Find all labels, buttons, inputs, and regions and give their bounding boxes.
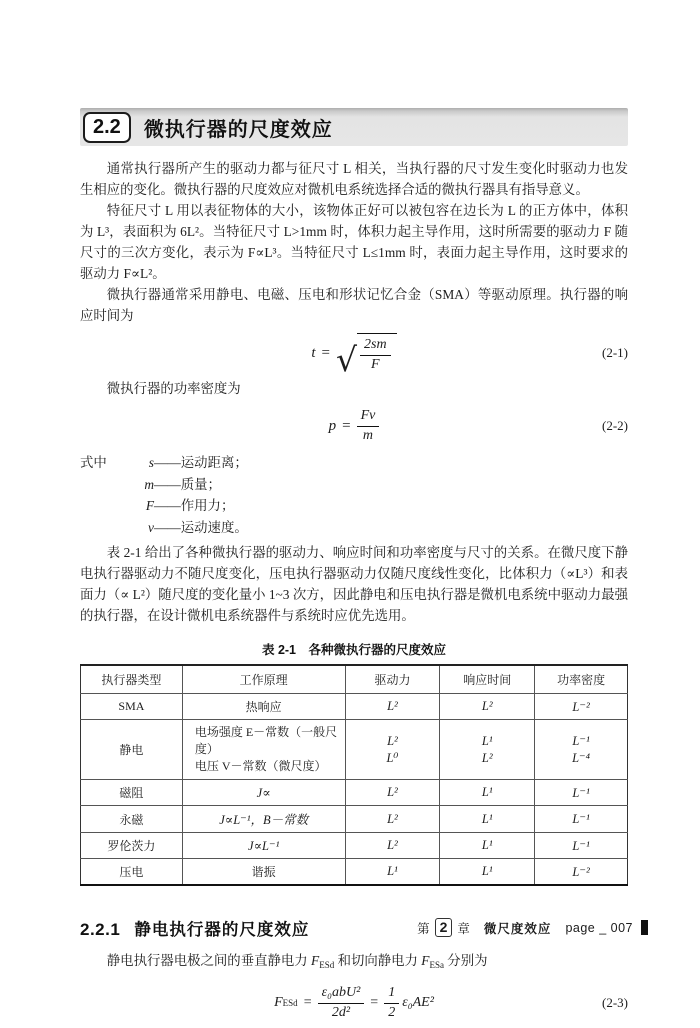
where-list	[80, 452, 628, 538]
where-item	[80, 474, 628, 496]
cell-type: 永磁	[81, 806, 183, 833]
cell-principle: 热响应	[182, 694, 345, 720]
eq1-lhs: t	[311, 344, 316, 361]
chapter-title: 微尺度效应	[483, 921, 552, 936]
where-item	[80, 495, 628, 517]
col-header-response-time: 响应时间	[440, 665, 535, 694]
table-row-lorentz	[81, 833, 628, 859]
cell-power: L⁻¹	[535, 833, 628, 859]
page-footer	[417, 918, 648, 937]
cell-force: L¹	[345, 859, 440, 886]
cell-power: L⁻¹	[535, 806, 628, 833]
cell-type: 压电	[81, 859, 183, 886]
paragraph-electrostatic-forces: 静电执行器电极之间的垂直静电力 $F_{ESd}$ 和切向静电力 $F_{ESa}$ 分别为	[106, 953, 488, 970]
cell-force: L²	[345, 806, 440, 833]
cell-power: L⁻²	[535, 859, 628, 886]
eq2-numerator: Fv	[357, 408, 380, 426]
eq2-lhs: p	[328, 417, 337, 434]
eq3-numerator-1: ε₀abU²	[318, 985, 365, 1003]
cell-time: L¹	[440, 806, 535, 833]
equation-2-2	[80, 406, 628, 446]
cell-power: L⁻¹	[535, 780, 628, 806]
paragraph-characteristic-length: 特征尺寸 L 用以表征物体的大小，该物体正好可以被包容在边长为 L 的正方体中，体积为 L³，表面积为 6L²。当特征尺寸 L>1mm 时，体积力起主导作用，这时所需要的驱动力 F 随尺寸的三次方变化，表示为 F∝L³。当特征尺寸 L≤1mm 时，表面力起主导作用，这时要求的驱动力 F∝L²。	[80, 203, 628, 281]
chapter-suffix: 章	[457, 921, 470, 936]
cell-force: L²	[345, 780, 440, 806]
where-desc: ——作用力；	[154, 498, 235, 513]
eq3-lhs: F	[274, 995, 283, 1010]
eq2-tag: (2-2)	[602, 418, 628, 433]
where-item	[80, 517, 628, 539]
equation-2-3	[80, 983, 628, 1023]
where-desc: ——运动速度。	[154, 519, 248, 535]
table-row-sma	[81, 694, 628, 720]
eq1-numerator: 2sm	[360, 337, 391, 355]
cell-time: L¹	[440, 833, 535, 859]
cell-principle: J∝	[182, 780, 345, 806]
cell-force: L²	[345, 694, 440, 720]
force-symbol: F	[421, 953, 430, 968]
col-header-power-density: 功率密度	[535, 665, 628, 694]
cell-principle: 谐振	[182, 859, 345, 886]
section-number-badge: 2.2	[83, 112, 131, 143]
where-desc: ——质量；	[154, 476, 221, 492]
page-content	[80, 108, 628, 1028]
section-header-band	[80, 108, 628, 146]
paragraph-power-density: 微执行器的功率密度为	[106, 381, 241, 396]
cell-time: L²	[440, 694, 535, 720]
eq3-denominator-1: 2d²	[331, 1004, 351, 1020]
cell-force: L² L⁰	[345, 720, 440, 780]
eq3-rhs: ε₀AE²	[402, 995, 434, 1010]
eq3-equals-2: =	[370, 995, 379, 1010]
where-symbol: m	[144, 476, 154, 492]
col-header-actuator-type: 执行器类型	[81, 665, 183, 694]
chapter-number-badge: 2	[435, 918, 453, 937]
eq1-equals: =	[321, 344, 331, 361]
table-title: 表 2-1 各种微执行器的尺度效应	[261, 643, 447, 657]
cell-principle: 电场强度 E－常数（一般尺度） 电压 V－常数（微尺度）	[182, 720, 345, 780]
cell-principle: J∝L⁻¹，B－常数	[182, 806, 345, 833]
paragraph-table-discussion: 表 2-1 给出了各种微执行器的驱动力、响应时间和功率密度与尺寸的关系。在微尺度下静电执行器驱动力不随尺度变化，压电执行器驱动力仅随尺度线性变化，比体积力（∝L³）和表面力（∝ L²）随尺度的变化量小 1~3 次方，因此静电和压电执行器是微机电系统中驱动力最强的执行器，在设计微机电系统器件与系统时应优先选用。	[80, 545, 628, 623]
chapter-prefix: 第	[417, 921, 430, 936]
cell-type: 静电	[81, 720, 183, 780]
force-symbol: F	[311, 953, 320, 968]
table-row-reluctance	[81, 780, 628, 806]
where-symbol: v	[148, 519, 154, 535]
where-item	[80, 452, 628, 474]
eq1-denominator: F	[371, 356, 380, 372]
eq3-lhs-subscript: ESd	[282, 998, 298, 1008]
cell-principle: J∝L⁻¹	[182, 833, 345, 859]
table-row-permanent-magnet	[81, 806, 628, 833]
section-title: 微执行器的尺度效应	[143, 118, 333, 141]
eq3-numerator-2: 1	[384, 985, 399, 1003]
paragraph-actuation-principles: 微执行器通常采用静电、电磁、压电和形状记忆合金（SMA）等驱动原理。执行器的响应时间为	[80, 287, 628, 323]
cell-power: L⁻¹ L⁻⁴	[535, 720, 628, 780]
force-subscript: ESa	[429, 960, 444, 970]
eq2-denominator: m	[362, 427, 374, 443]
where-label: 式中	[80, 455, 107, 470]
square-root	[336, 333, 397, 379]
force-subscript: ESd	[319, 960, 335, 970]
col-header-principle: 工作原理	[182, 665, 345, 694]
table-row-piezoelectric	[81, 859, 628, 886]
cell-type: 罗伦茨力	[81, 833, 183, 859]
col-header-force: 驱动力	[345, 665, 440, 694]
scaling-effects-table	[80, 664, 628, 886]
subsection-title: 静电执行器的尺度效应	[134, 921, 310, 939]
where-symbol: F	[145, 498, 154, 513]
eq3-tag: (2-3)	[602, 995, 628, 1010]
cell-time: L¹	[440, 859, 535, 886]
cell-power: L⁻²	[535, 694, 628, 720]
cell-time: L¹ L²	[440, 720, 535, 780]
table-row-electrostatic	[81, 720, 628, 780]
where-desc: ——运动距离；	[154, 455, 248, 470]
cell-type: 磁阻	[81, 780, 183, 806]
eq3-denominator-2: 2	[388, 1004, 396, 1020]
page-number: page _ 007	[565, 920, 633, 935]
cell-time: L¹	[440, 780, 535, 806]
table-header-row	[81, 665, 628, 694]
eq2-equals: =	[342, 417, 351, 434]
where-symbol: s	[148, 455, 154, 470]
eq3-equals-1: =	[303, 995, 312, 1010]
footer-bar-icon	[641, 920, 648, 935]
eq1-tag: (2-1)	[602, 345, 628, 360]
subsection-number: 2.2.1	[80, 920, 121, 939]
equation-2-1	[80, 333, 628, 379]
radical-sign-icon: √	[336, 339, 358, 379]
cell-force: L²	[345, 833, 440, 859]
paragraph-intro: 通常执行器所产生的驱动力都与征尺寸 L 相关，当执行器的尺寸发生变化时驱动力也发生相应的变化。微执行器的尺度效应对微机电系统选择合适的微执行器具有指导意义。	[80, 161, 628, 197]
cell-type: SMA	[81, 694, 183, 720]
